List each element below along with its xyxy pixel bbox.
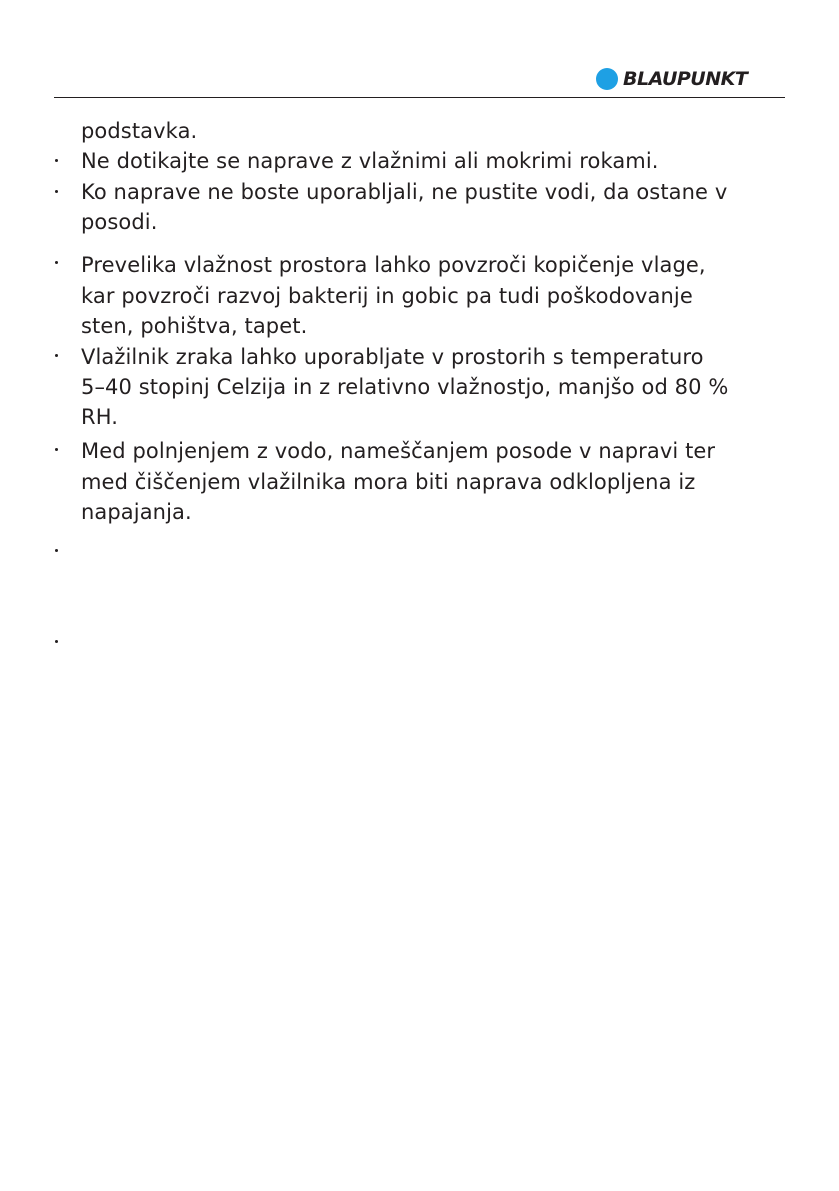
text-line: Vlažilnik zraka lahko uporabljate v prostorih s temperaturo (81, 345, 704, 369)
text-line: kar povzroči razvoj bakterij in gobic pa tudi poškodovanje (81, 284, 693, 308)
text-line: podstavka. (81, 119, 198, 143)
brand-logo (596, 67, 747, 91)
header-divider (54, 97, 785, 98)
brand-dot-icon (596, 68, 618, 90)
text-line: Prevelika vlažnost prostora lahko povzroči kopičenje vlage, (81, 253, 706, 277)
text-line: 5–40 stopinj Celzija in z relativno vlažnostjo, manjšo od 80 % (81, 375, 729, 399)
brand-name: BLAUPUNKT (623, 68, 748, 90)
page-header (0, 0, 839, 98)
text-line: Ko naprave ne boste uporabljali, ne pustite vodi, da ostane v (81, 180, 728, 204)
text-line: Med polnjenjem z vodo, nameščanjem posode v napravi ter (81, 439, 716, 463)
text-line: med čiščenjem vlažilnika mora biti naprava odklopljena iz (81, 470, 696, 494)
text-line: posodi. (81, 210, 158, 234)
text-line: napajanja. (81, 500, 192, 524)
text-line: RH. (81, 405, 118, 429)
text-line: sten, pohištva, tapet. (81, 314, 308, 338)
text-line: Ne dotikajte se naprave z vlažnimi ali mokrimi rokami. (81, 149, 659, 173)
